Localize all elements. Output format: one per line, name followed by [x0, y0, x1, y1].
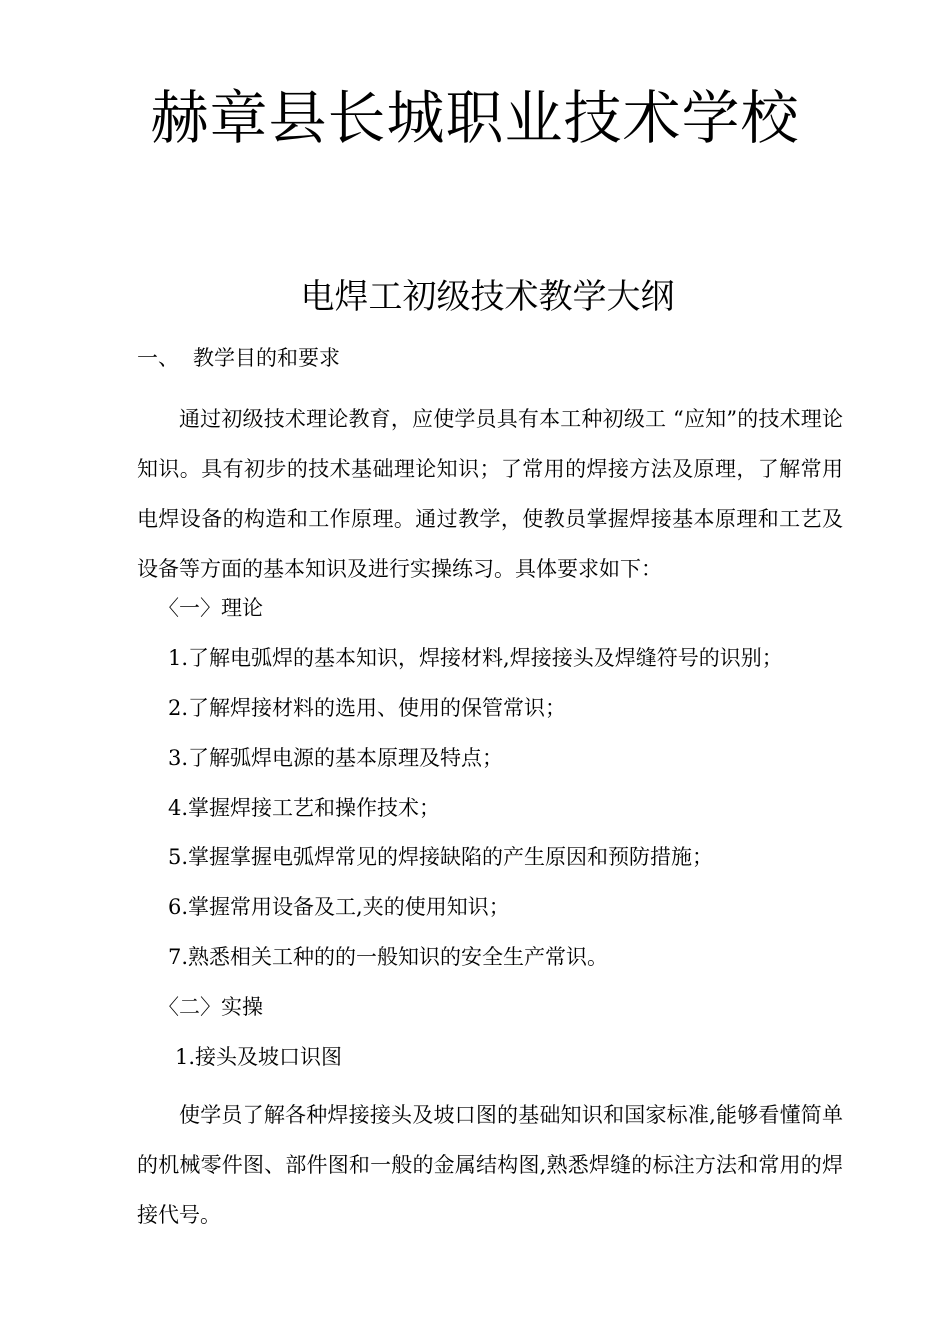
list-item: 7.熟悉相关工种的的一般知识的安全生产常识。 — [168, 945, 609, 969]
list-item: 4.掌握焊接工艺和操作技术； — [168, 796, 441, 820]
list-item: 1.了解电弧焊的基本知识，焊接材料,焊接接头及焊缝符号的识别； — [168, 646, 783, 670]
section-heading-number: 一、 — [137, 346, 179, 370]
list-item: 5.掌握掌握电弧焊常见的焊接缺陷的产生原因和预防措施； — [168, 845, 714, 869]
purpose-paragraph: 通过初级技术理论教育，应使学员具有本工种初级工 “应知”的技术理论知识。具有初步的技术基础理论知识；了常用的焊接方法及原理，了解常用电焊设备的构造和工作原理。通过教学，使教员掌握焊接基本原理和工艺及设备等方面的基本知识及进行实操练习。具体要求如下： — [137, 407, 843, 581]
practice-paragraph: 使学员了解各种焊接接头及坡口图的基础知识和国家标准,能够看懂简单的机械零件图、部件图和一般的金属结构图,熟悉焊缝的标注方法和常用的焊接代号。 — [137, 1103, 843, 1227]
list-item: 2.了解焊接材料的选用、使用的保管常识； — [168, 696, 567, 720]
theory-heading: 〈一〉理论 — [158, 596, 263, 620]
list-item: 3.了解弧焊电源的基本原理及特点； — [168, 746, 504, 770]
subsection-title: 1.接头及坡口识图 — [175, 1045, 343, 1069]
practice-heading: 〈二〉实操 — [158, 995, 263, 1019]
section-heading: 教学目的和要求 — [193, 346, 340, 370]
list-item: 6.掌握常用设备及工,夹的使用知识； — [168, 895, 510, 919]
school-name: 赫章县长城职业技术学校 — [150, 84, 800, 152]
document-title: 电焊工初级技术教学大纲 — [300, 277, 675, 317]
